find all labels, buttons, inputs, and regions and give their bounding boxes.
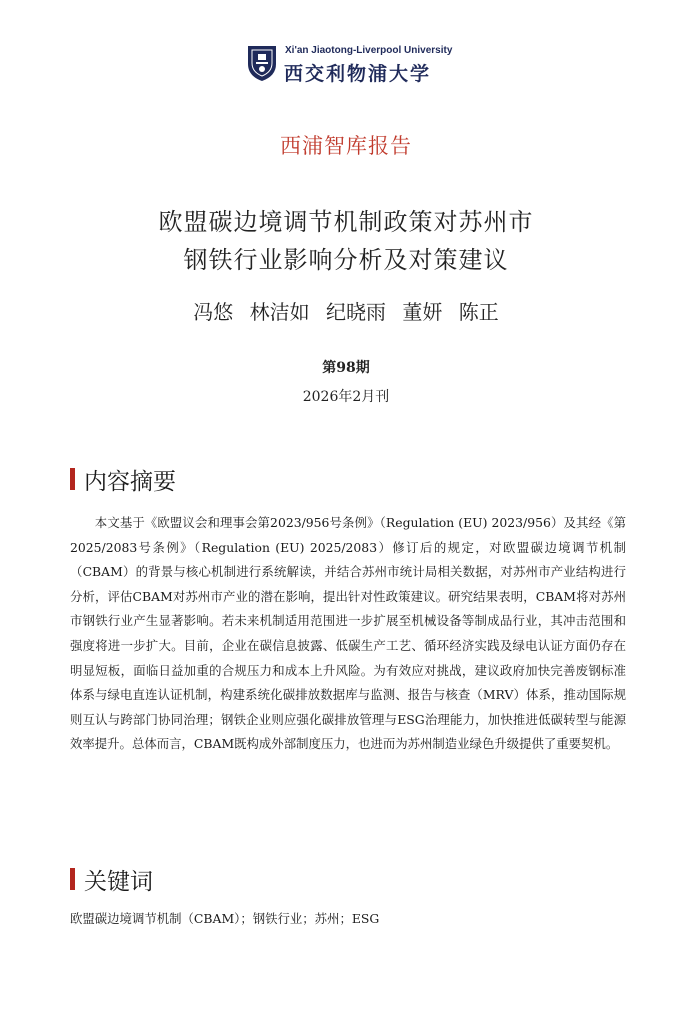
author: 林洁如 (249, 300, 310, 324)
abstract-body: 本文基于《欧盟议会和理事会第2023/956号条例》（Regulation (EU) 2023/956）及其经《第2025/2083号条例》（Regulation (EU) 2025/2083）修订后的规定，对欧盟碳边境调节机制（CBAM）的背景与核心机制进行系统解读，并结合苏州市统计局相关数据，对苏州市产业结构进行分析，评估CBAM对苏州市产业的潜在影响，提出针对性政策建议。研究结果表明，CBAM将对苏州市钢铁行业产生显著影响。若未来机制适用范围进一步扩展至机械设备等制成品行业，其冲击范围和强度将进一步扩大。目前，企业在碳信息披露、低碳生产工艺、循环经济实践及绿电认证方面仍存在明显短板，面临日益加重的合规压力和成本上升风险。为有效应对挑战，建议政府加快完善废钢标准体系与绿电直连认证机制，构建系统化碳排放数据库与监测、报告与核查（MRV）体系，推动国际规则互认与跨部门协同治理；钢铁企业则应强化碳排放管理与ESG治理能力，加快推进低碳转型与能源效率提升。总体而言，CBAM既构成外部制度压力，也进而为苏州制造业绿色升级提供了重要契机。 (70, 515, 626, 752)
report-title-line1: 欧盟碳边境调节机制政策对苏州市 (158, 208, 534, 236)
university-name-en: Xi'an Jiaotong-Liverpool University (285, 45, 453, 56)
report-title-line2: 钢铁行业影响分析及对策建议 (183, 246, 509, 274)
section-marker (70, 868, 75, 890)
keywords-heading (70, 864, 153, 894)
author: 董妍 (402, 300, 443, 324)
keywords-body: 欧盟碳边境调节机制（CBAM）；钢铁行业；苏州；ESG (70, 911, 380, 926)
keywords-heading-text: 关键词 (84, 868, 153, 895)
issue-number: 第98期 (322, 360, 370, 376)
university-name-cn: 西交利物浦大学 (284, 63, 432, 85)
section-marker (70, 468, 75, 490)
abstract-heading (70, 464, 176, 494)
author: 陈正 (458, 300, 499, 324)
author: 冯悠 (193, 300, 234, 324)
publish-date: 2026年2月刊 (302, 389, 390, 405)
university-header (0, 44, 692, 86)
author-list (0, 296, 692, 325)
series-title: 西浦智库报告 (280, 134, 412, 158)
abstract-heading-text: 内容摘要 (84, 468, 176, 495)
author: 纪晓雨 (326, 300, 386, 324)
university-crest-icon (246, 44, 278, 82)
